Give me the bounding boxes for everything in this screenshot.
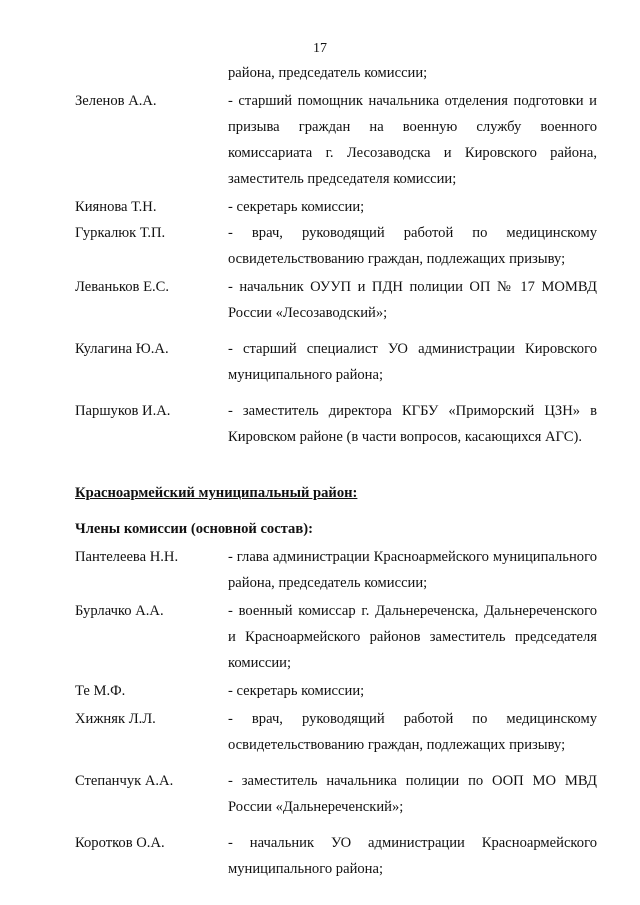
member-row <box>75 398 597 450</box>
member-name: Паршуков И.А. <box>75 403 171 419</box>
document-body <box>75 60 597 882</box>
section2-list <box>75 544 597 882</box>
member-role: - военный комиссар г. Дальнереченска, Дальнереченского и Красноармейского районов заместитель председателя комиссии; <box>228 603 597 671</box>
member-role: - начальник УО администрации Красноармейского муниципального района; <box>228 835 597 877</box>
member-row <box>75 220 597 272</box>
continuation-text: района, председатель комиссии; <box>228 65 428 81</box>
member-role: - секретарь комиссии; <box>228 199 365 215</box>
member-row <box>75 768 597 820</box>
member-row <box>75 706 597 758</box>
member-role: - глава администрации Красноармейского муниципального района, председатель комиссии; <box>228 549 597 591</box>
member-row <box>75 274 597 326</box>
continuation-row <box>75 60 597 86</box>
members-heading: Члены комиссии (основной состав): <box>75 521 313 537</box>
member-role: - секретарь комиссии; <box>228 683 365 699</box>
member-role: - заместитель начальника полиции по ООП МО МВД России «Дальнереченский»; <box>228 773 597 815</box>
member-name: Гуркалюк Т.П. <box>75 225 166 241</box>
member-name: Пантелеева Н.Н. <box>75 549 179 565</box>
member-name: Бурлачко А.А. <box>75 603 164 619</box>
member-role: - врач, руководящий работой по медицинскому освидетельствованию граждан, подлежащих призыву; <box>228 711 597 753</box>
member-name: Киянова Т.Н. <box>75 199 157 215</box>
member-role: - заместитель директора КГБУ «Приморский ЦЗН» в Кировском районе (в части вопросов, касающихся АГС). <box>228 403 597 445</box>
member-row <box>75 194 597 220</box>
member-name <box>75 60 228 86</box>
member-name: Кулагина Ю.А. <box>75 341 169 357</box>
member-row <box>75 336 597 388</box>
member-name: Те М.Ф. <box>75 683 126 699</box>
member-row <box>75 544 597 596</box>
member-name: Коротков О.А. <box>75 835 165 851</box>
member-role: - старший помощник начальника отделения подготовки и призыва граждан на военную службу военного комиссариата г. Лесозаводска и Кировского района, заместитель председателя комиссии; <box>228 93 597 187</box>
section1-list <box>75 88 597 450</box>
member-role: - старший специалист УО администрации Кировского муниципального района; <box>228 341 597 383</box>
page-number: 17 <box>313 41 327 56</box>
member-role: - начальник ОУУП и ПДН полиции ОП № 17 МОМВД России «Лесозаводский»; <box>228 279 597 321</box>
district-heading: Красноармейский муниципальный район: <box>75 485 358 501</box>
member-row <box>75 678 597 704</box>
member-name: Степанчук А.А. <box>75 773 174 789</box>
member-name: Хижняк Л.Л. <box>75 711 156 727</box>
member-row <box>75 598 597 676</box>
member-row <box>75 88 597 192</box>
member-name: Зеленов А.А. <box>75 93 157 109</box>
member-row <box>75 830 597 882</box>
member-role: - врач, руководящий работой по медицинскому освидетельствованию граждан, подлежащих призыву; <box>228 225 597 267</box>
member-name: Леваньков Е.С. <box>75 279 170 295</box>
